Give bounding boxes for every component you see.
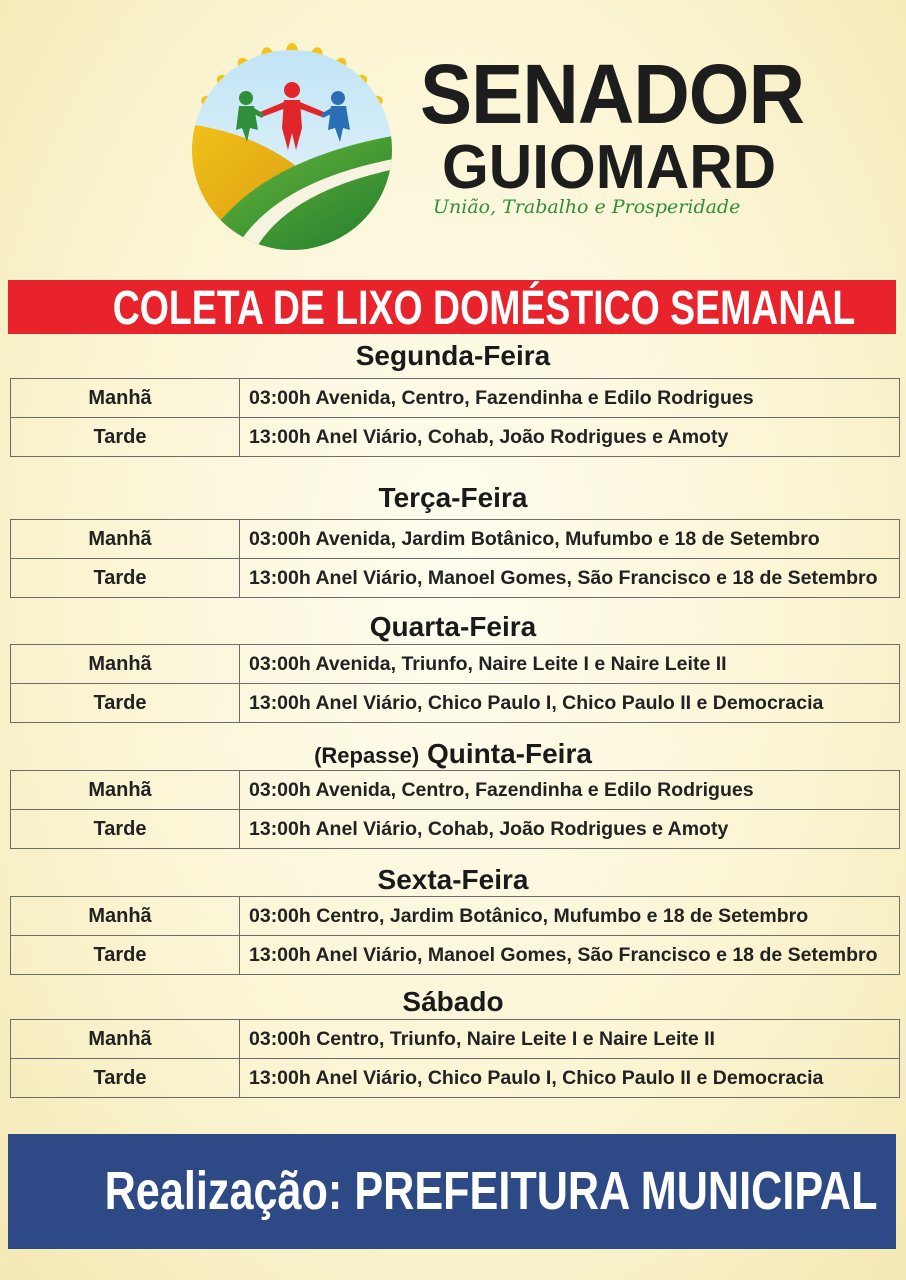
period-label: Tarde bbox=[11, 936, 240, 975]
route-description: 03:00h Centro, Jardim Botânico, Mufumbo e 18 de Setembro bbox=[240, 897, 900, 936]
table-row bbox=[11, 684, 900, 723]
period-label: Manhã bbox=[11, 379, 240, 418]
route-description: 03:00h Avenida, Triunfo, Naire Leite I e Naire Leite II bbox=[240, 645, 900, 684]
period-label: Manhã bbox=[11, 897, 240, 936]
route-description: 13:00h Anel Viário, Chico Paulo I, Chico Paulo II e Democracia bbox=[240, 684, 900, 723]
day-name: Quarta-Feira bbox=[369, 611, 537, 642]
footer-banner bbox=[8, 1134, 896, 1249]
table-row bbox=[11, 559, 900, 598]
route-description: 03:00h Avenida, Centro, Fazendinha e Edilo Rodrigues bbox=[240, 771, 900, 810]
period-label: Manhã bbox=[11, 771, 240, 810]
day-heading-wednesday bbox=[0, 611, 906, 643]
table-row bbox=[11, 810, 900, 849]
brand-line-2: GUIOMARD bbox=[442, 133, 777, 202]
route-description: 13:00h Anel Viário, Cohab, João Rodrigues e Amoty bbox=[240, 810, 900, 849]
municipal-logo bbox=[180, 38, 410, 250]
schedule-table-tuesday bbox=[10, 519, 900, 598]
period-label: Manhã bbox=[11, 520, 240, 559]
day-heading-thursday bbox=[0, 738, 906, 770]
day-name: Quinta-Feira bbox=[427, 738, 592, 769]
day-heading-tuesday bbox=[0, 482, 906, 514]
day-heading-friday bbox=[0, 864, 906, 896]
schedule-table-monday bbox=[10, 378, 900, 457]
route-description: 13:00h Anel Viário, Cohab, João Rodrigues e Amoty bbox=[240, 418, 900, 457]
brand-slogan: União, Trabalho e Prosperidade bbox=[433, 196, 741, 218]
table-row bbox=[11, 1059, 900, 1098]
day-prefix: (Repasse) bbox=[314, 743, 420, 768]
period-label: Manhã bbox=[11, 1020, 240, 1059]
period-label: Manhã bbox=[11, 645, 240, 684]
day-name: Sexta-Feira bbox=[377, 864, 529, 895]
table-row bbox=[11, 1020, 900, 1059]
title-banner bbox=[8, 280, 896, 334]
route-description: 03:00h Avenida, Centro, Fazendinha e Edilo Rodrigues bbox=[240, 379, 900, 418]
period-label: Tarde bbox=[11, 1059, 240, 1098]
schedule-table-friday bbox=[10, 896, 900, 975]
day-name: Segunda-Feira bbox=[355, 340, 551, 371]
period-label: Tarde bbox=[11, 684, 240, 723]
footer-text: Realização: PREFEITURA MUNICIPAL bbox=[104, 1161, 878, 1221]
day-heading-saturday bbox=[0, 986, 906, 1018]
route-description: 13:00h Anel Viário, Manoel Gomes, São Francisco e 18 de Setembro bbox=[240, 936, 900, 975]
route-description: 03:00h Centro, Triunfo, Naire Leite I e Naire Leite II bbox=[240, 1020, 900, 1059]
brand-line-1: SENADOR bbox=[420, 47, 805, 141]
day-name: Sábado bbox=[402, 986, 504, 1017]
day-heading-monday bbox=[0, 340, 906, 372]
day-name: Terça-Feira bbox=[378, 482, 528, 513]
table-row bbox=[11, 520, 900, 559]
schedule-table-wednesday bbox=[10, 644, 900, 723]
table-row bbox=[11, 771, 900, 810]
table-row bbox=[11, 418, 900, 457]
table-row bbox=[11, 379, 900, 418]
banner-title: COLETA DE LIXO DOMÉSTICO SEMANAL bbox=[112, 282, 856, 335]
schedule-table-thursday bbox=[10, 770, 900, 849]
period-label: Tarde bbox=[11, 559, 240, 598]
route-description: 03:00h Avenida, Jardim Botânico, Mufumbo e 18 de Setembro bbox=[240, 520, 900, 559]
route-description: 13:00h Anel Viário, Manoel Gomes, São Francisco e 18 de Setembro bbox=[240, 559, 900, 598]
period-label: Tarde bbox=[11, 810, 240, 849]
route-description: 13:00h Anel Viário, Chico Paulo I, Chico Paulo II e Democracia bbox=[240, 1059, 900, 1098]
table-row bbox=[11, 936, 900, 975]
period-label: Tarde bbox=[11, 418, 240, 457]
brand-title bbox=[420, 47, 820, 202]
schedule-table-saturday bbox=[10, 1019, 900, 1098]
table-row bbox=[11, 897, 900, 936]
table-row bbox=[11, 645, 900, 684]
